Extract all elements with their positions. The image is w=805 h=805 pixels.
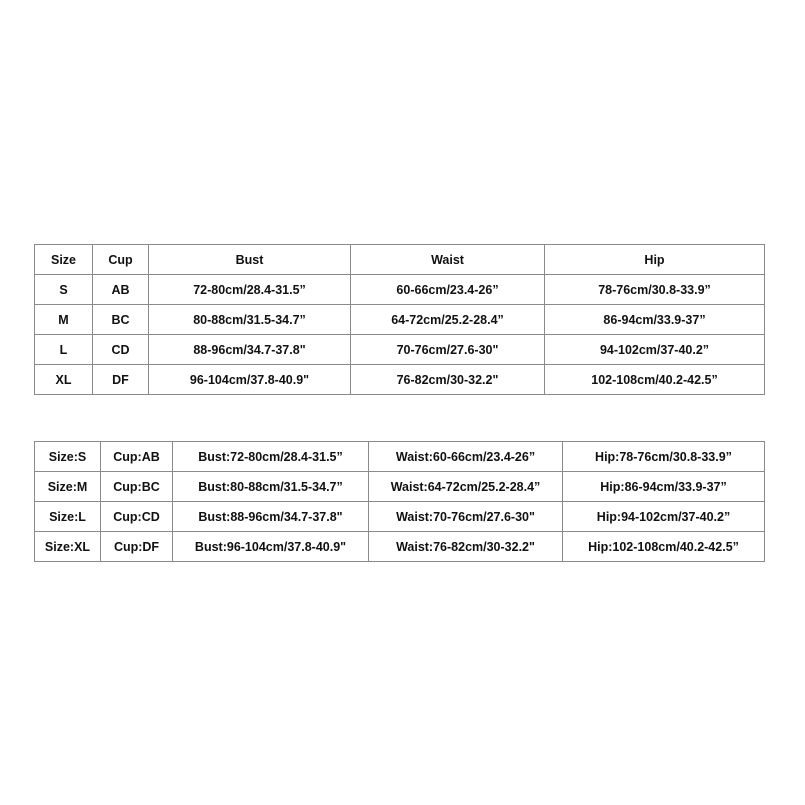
table-row [35, 335, 765, 365]
cell-hip: Hip:78-76cm/30.8-33.9” [563, 442, 765, 472]
size-chart-table-1 [34, 244, 765, 395]
cell-cup: Cup:CD [101, 502, 173, 532]
cell-waist: 76-82cm/30-32.2" [351, 365, 545, 395]
cell-hip: Hip:102-108cm/40.2-42.5” [563, 532, 765, 562]
cell-bust: Bust:96-104cm/37.8-40.9" [173, 532, 369, 562]
cell-bust: 88-96cm/34.7-37.8" [149, 335, 351, 365]
cell-bust: 96-104cm/37.8-40.9" [149, 365, 351, 395]
header-size: Size [35, 245, 93, 275]
cell-size: Size:M [35, 472, 101, 502]
cell-hip: Hip:86-94cm/33.9-37” [563, 472, 765, 502]
cell-cup: Cup:BC [101, 472, 173, 502]
cell-hip: 78-76cm/30.8-33.9” [545, 275, 765, 305]
cell-bust: Bust:72-80cm/28.4-31.5” [173, 442, 369, 472]
table-row [35, 532, 765, 562]
cell-size: S [35, 275, 93, 305]
size-chart-table-2 [34, 441, 765, 562]
cell-cup: AB [93, 275, 149, 305]
header-bust: Bust [149, 245, 351, 275]
table-header-row [35, 245, 765, 275]
cell-cup: Cup:DF [101, 532, 173, 562]
cell-cup: DF [93, 365, 149, 395]
cell-waist: 60-66cm/23.4-26” [351, 275, 545, 305]
cell-cup: BC [93, 305, 149, 335]
cell-hip: 94-102cm/37-40.2” [545, 335, 765, 365]
table-row [35, 275, 765, 305]
cell-size: Size:S [35, 442, 101, 472]
cell-bust: Bust:88-96cm/34.7-37.8" [173, 502, 369, 532]
table-row [35, 472, 765, 502]
cell-hip: 102-108cm/40.2-42.5” [545, 365, 765, 395]
cell-waist: 64-72cm/25.2-28.4” [351, 305, 545, 335]
cell-bust: Bust:80-88cm/31.5-34.7” [173, 472, 369, 502]
cell-bust: 72-80cm/28.4-31.5” [149, 275, 351, 305]
cell-waist: Waist:76-82cm/30-32.2" [369, 532, 563, 562]
cell-bust: 80-88cm/31.5-34.7” [149, 305, 351, 335]
cell-waist: Waist:64-72cm/25.2-28.4” [369, 472, 563, 502]
cell-size: M [35, 305, 93, 335]
cell-cup: Cup:AB [101, 442, 173, 472]
table-row [35, 365, 765, 395]
cell-cup: CD [93, 335, 149, 365]
cell-size: L [35, 335, 93, 365]
cell-waist: 70-76cm/27.6-30" [351, 335, 545, 365]
table-row [35, 502, 765, 532]
cell-size: Size:XL [35, 532, 101, 562]
header-cup: Cup [93, 245, 149, 275]
table-row [35, 442, 765, 472]
cell-hip: Hip:94-102cm/37-40.2” [563, 502, 765, 532]
header-waist: Waist [351, 245, 545, 275]
header-hip: Hip [545, 245, 765, 275]
cell-size: XL [35, 365, 93, 395]
cell-hip: 86-94cm/33.9-37” [545, 305, 765, 335]
cell-size: Size:L [35, 502, 101, 532]
cell-waist: Waist:60-66cm/23.4-26” [369, 442, 563, 472]
table-row [35, 305, 765, 335]
cell-waist: Waist:70-76cm/27.6-30" [369, 502, 563, 532]
